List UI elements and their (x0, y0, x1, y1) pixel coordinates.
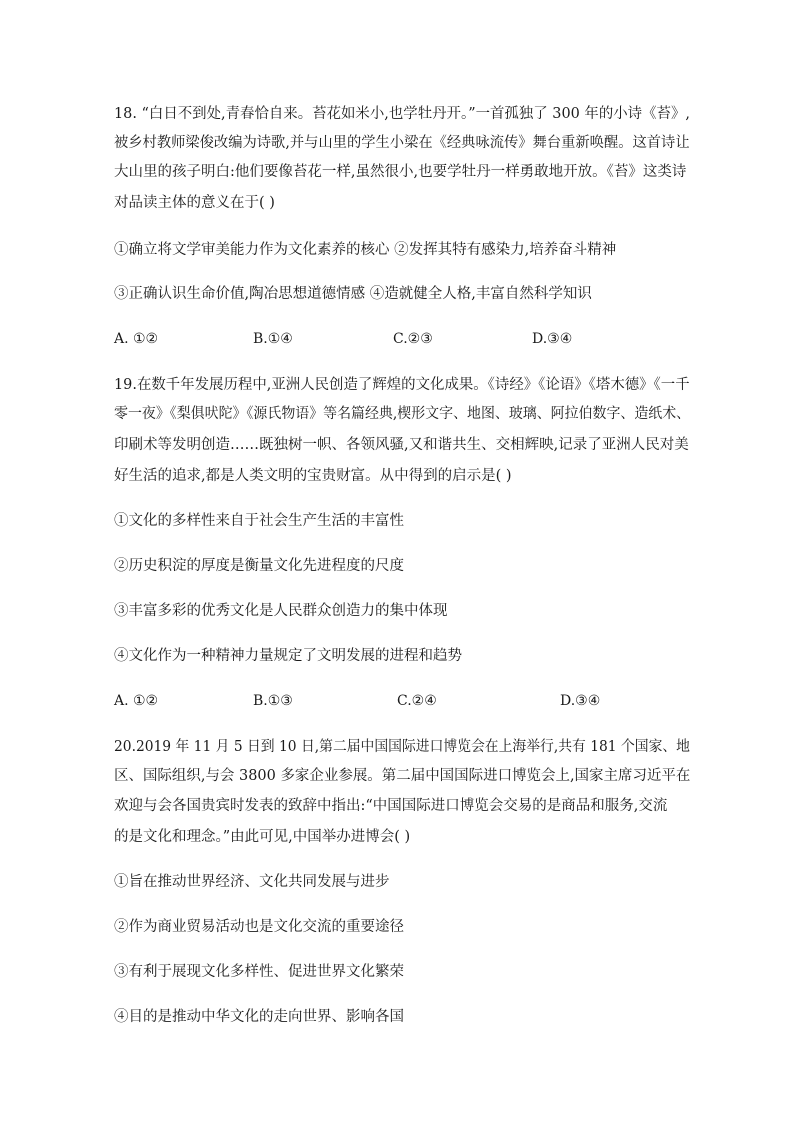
q18-stem-line-3: 大山里的孩子明白:他们要像苔花一样,虽然很小,也要学牡丹一样勇敢地开放。《苔》这类诗 (114, 164, 687, 180)
q19-option-c: C.②④ (397, 693, 437, 709)
q18-options (114, 329, 634, 349)
q18-statement-1-2: ①确立将文学审美能力作为文化素养的核心 ②发挥其特有感染力,培养奋斗精神 (114, 242, 617, 258)
q20-stem-line-2: 区、国际组织,与会 3800 多家企业参展。第二届中国国际进口博览会上,国家主席习近平在 (114, 768, 691, 784)
q18-option-a: A. ①② (114, 331, 159, 347)
q18-stem-line-4: 对品读主体的意义在于( ) (114, 195, 275, 211)
q18-option-b: B.①④ (253, 331, 293, 347)
q20-statement-2: ②作为商业贸易活动也是文化交流的重要途径 (114, 919, 404, 935)
q19-stem-line-4: 好生活的追求,都是人类文明的宝贵财富。从中得到的启示是( ) (114, 468, 512, 484)
q19-option-d: D.③④ (560, 693, 601, 709)
q19-statement-4: ④文化作为一种精神力量规定了文明发展的进程和趋势 (114, 648, 462, 664)
q18-option-c: C.②③ (393, 331, 433, 347)
q20-statement-1: ①旨在推动世界经济、文化共同发展与进步 (114, 874, 390, 890)
q19-option-b: B.①③ (253, 693, 293, 709)
q19-statement-3: ③丰富多彩的优秀文化是人民群众创造力的集中体现 (114, 603, 448, 619)
q19-statement-2: ②历史积淀的厚度是衡量文化先进程度的尺度 (114, 558, 404, 574)
q19-stem-line-1: 19.在数千年发展历程中,亚洲人民创造了辉煌的文化成果。《诗经》《论语》《塔木德》《一千 (114, 377, 690, 393)
q18-statement-3-4: ③正确认识生命价值,陶冶思想道德情感 ④造就健全人格,丰富自然科学知识 (114, 286, 592, 302)
q19-stem-line-3: 印刷术等发明创造……既独树一帜、各领风骚,又和谐共生、交相辉映,记录了亚洲人民对美 (114, 437, 689, 453)
q18-stem-line-2: 被乡村教师梁俊改编为诗歌,并与山里的学生小梁在《经典咏流传》舞台重新唤醒。这首诗让 (114, 135, 690, 151)
q20-stem-line-3: 欢迎与会各国贵宾时发表的致辞中指出:“中国国际进口博览会交易的是商品和服务,交流 (114, 798, 668, 814)
q19-stem-line-2: 零一夜》《梨俱吠陀》《源氏物语》等名篇经典,楔形文字、地图、玻璃、阿拉伯数字、造纸术、 (114, 406, 691, 422)
q20-statement-4: ④目的是推动中华文化的走向世界、影响各国 (114, 1009, 404, 1025)
q19-option-a: A. ①② (114, 693, 159, 709)
q19-options (114, 691, 634, 711)
q18-option-d: D.③④ (532, 331, 573, 347)
q20-stem-line-1: 20.2019 年 11 月 5 日到 10 日,第二届中国国际进口博览会在上海举行,共有 181 个国家、地 (114, 739, 690, 755)
q18-stem-line-1: 18. “白日不到处,青春恰自来。苔花如米小,也学牡丹开。”一首孤独了 300 年的小诗《苔》, (114, 106, 690, 122)
q20-statement-3: ③有利于展现文化多样性、促进世界文化繁荣 (114, 964, 404, 980)
q19-statement-1: ①文化的多样性来自于社会生产生活的丰富性 (114, 513, 404, 529)
q20-stem-line-4: 的是文化和理念。”由此可见,中国举办进博会( ) (114, 829, 411, 845)
